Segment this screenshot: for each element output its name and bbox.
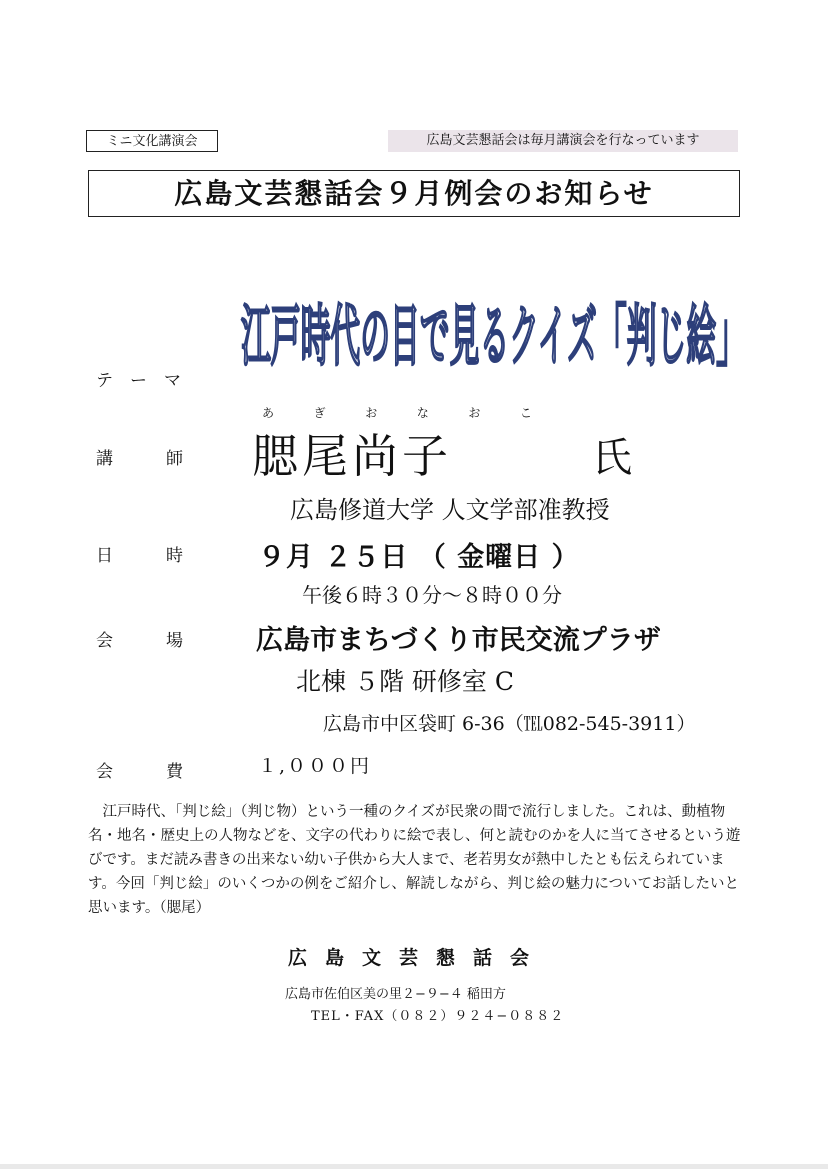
label-fee-char: 会 xyxy=(96,762,113,782)
furigana-char: あ xyxy=(262,406,275,420)
category-tag: ミニ文化講演会 xyxy=(86,130,218,152)
lecturer-honorific: 氏 xyxy=(592,435,632,481)
label-lecturer-char: 師 xyxy=(166,449,183,469)
organizer-name: 広島文芸懇話会 xyxy=(288,947,548,969)
label-theme-char: マ xyxy=(164,371,181,391)
header-banner: 広島文芸懇話会は毎月講演会を行なっています xyxy=(388,130,738,152)
label-lecturer-char: 講 xyxy=(96,449,113,469)
label-theme xyxy=(96,366,198,391)
event-fee: １,０００円 xyxy=(258,755,372,777)
organizer-tel: TEL・FAX（０８２）９２４−０８８２ xyxy=(311,1009,565,1024)
venue-name: 広島市まちづくり市民交流プラザ xyxy=(256,625,661,656)
label-datetime-char: 日 xyxy=(96,546,113,566)
label-theme-char: テ xyxy=(96,371,113,391)
event-time: 午後６時３０分〜８時００分 xyxy=(302,583,562,607)
label-fee xyxy=(96,757,236,782)
furigana-char: ぎ xyxy=(313,406,326,420)
page-bottom-edge xyxy=(0,1164,828,1169)
organizer-address: 広島市佐伯区美の里２−９−４ 稲田方 xyxy=(285,987,506,1002)
venue-address: 広島市中区袋町 6-36（℡082-545-3911） xyxy=(323,713,696,735)
label-venue xyxy=(96,626,236,651)
label-lecturer xyxy=(96,444,236,469)
label-datetime xyxy=(96,541,236,566)
furigana-char: こ xyxy=(519,406,532,420)
furigana-char: お xyxy=(365,406,378,420)
page-title: 広島文芸懇話会９月例会のお知らせ xyxy=(88,170,740,217)
event-description: 江戸時代、「判じ絵」（判じ物）という一種のクイズが民衆の間で流行しました。これは、動植物名・地名・歴史上の人物などを、文字の代わりに絵で表し、何と読むのかを人に当てさせるという遊びです。まだ読み書きの出来ない幼い子供から大人まで、老若男女が熱中したとも伝えられています。今回「判じ絵」のいくつかの例をご紹介し、解読しながら、判じ絵の魅力についてお話したいと思います。（腮尾） xyxy=(88,804,741,916)
theme-title-text: 江戸時代の目で見るクイズ「判じ絵」 xyxy=(241,299,746,375)
theme-title-art xyxy=(236,278,756,382)
lecturer-affiliation: 広島修道大学 人文学部准教授 xyxy=(290,496,610,524)
label-venue-char: 会 xyxy=(96,631,113,651)
venue-room: 北棟 ５階 研修室 C xyxy=(296,667,514,696)
label-fee-char: 費 xyxy=(166,762,183,782)
furigana-char: お xyxy=(468,406,481,420)
label-theme-char: ー xyxy=(130,371,147,391)
event-date: ９月 ２５日 （ 金曜日 ） xyxy=(258,542,580,573)
label-datetime-char: 時 xyxy=(166,546,183,566)
lecturer-furigana xyxy=(262,404,532,421)
furigana-char: な xyxy=(416,406,429,420)
lecturer-name: 腮尾尚子 xyxy=(252,429,452,483)
label-venue-char: 場 xyxy=(166,631,183,651)
